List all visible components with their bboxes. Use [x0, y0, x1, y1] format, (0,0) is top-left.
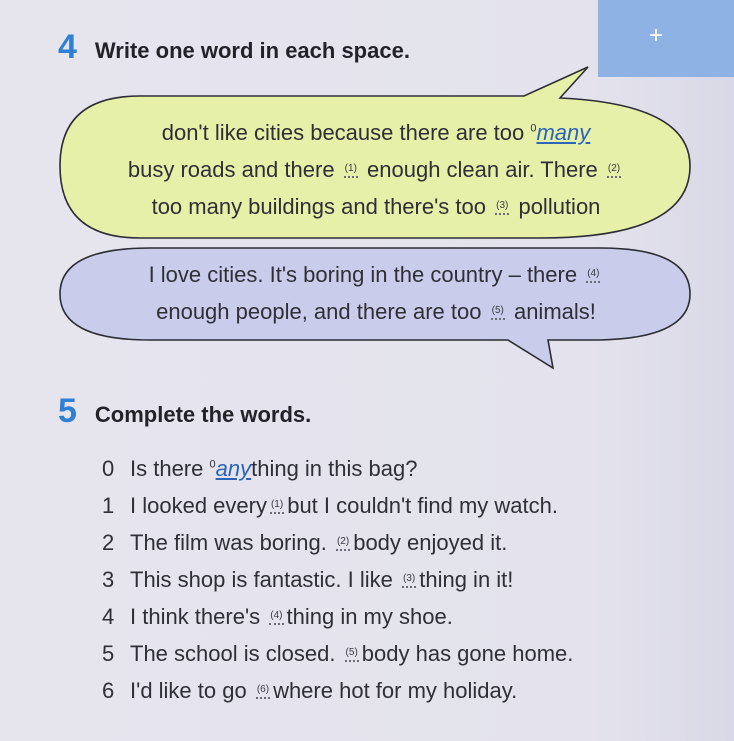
- answer-gap[interactable]: (1): [344, 164, 358, 178]
- answer-gap[interactable]: (1): [270, 500, 284, 514]
- speech-bubble-purple-text: [70, 256, 682, 330]
- exercise-5-list: [102, 450, 573, 709]
- list-item: 5 The school is closed. (5) body has gone home.: [102, 635, 573, 672]
- exercise-5-heading: [58, 392, 311, 431]
- list-item: 3 This shop is fantastic. I like (3) thing in it!: [102, 561, 573, 598]
- item-number: 2: [102, 530, 115, 555]
- list-item: 2 The film was boring. (2) body enjoyed it.: [102, 524, 573, 561]
- bubble-line: busy roads and there (1) enough clean air. There (2): [127, 157, 621, 182]
- item-number: 0: [102, 456, 115, 481]
- bubble-line: too many buildings and there's too (3) pollution: [151, 194, 601, 219]
- answer-gap[interactable]: (5): [345, 648, 359, 662]
- bubble-line: enough people, and there are too (5) animals!: [156, 299, 596, 324]
- item-number: 3: [102, 567, 115, 592]
- answer-gap[interactable]: (6): [256, 685, 270, 699]
- speech-bubble-green-text: [70, 114, 682, 225]
- exercise-number: 5: [58, 392, 77, 430]
- bubble-line: don't like cities because there are too $^0$many: [161, 120, 591, 145]
- item-number: 6: [102, 678, 115, 703]
- exercise-title: Write one word in each space.: [94, 38, 410, 63]
- answer-gap[interactable]: (5): [491, 306, 505, 320]
- item-number: 4: [102, 604, 115, 629]
- example-answer: any: [215, 456, 252, 481]
- answer-gap[interactable]: (4): [586, 269, 600, 283]
- list-item: 4 I think there's (4) thing in my shoe.: [102, 598, 573, 635]
- answer-gap[interactable]: (2): [336, 537, 350, 551]
- list-item: 6 I'd like to go (6) where hot for my holiday.: [102, 672, 573, 709]
- item-number: 1: [102, 493, 115, 518]
- answer-gap[interactable]: (2): [607, 164, 621, 178]
- example-marker: 0: [209, 458, 216, 471]
- answer-gap[interactable]: (4): [269, 611, 283, 625]
- list-item: 0 Is there $^0$anything in this bag?: [102, 450, 573, 487]
- example-marker: 0: [530, 122, 537, 135]
- plus-icon[interactable]: +: [648, 22, 663, 49]
- answer-gap[interactable]: (3): [495, 201, 509, 215]
- exercise-title: Complete the words.: [94, 402, 312, 427]
- exercise-number: 4: [58, 28, 77, 66]
- list-item: 1 I looked every (1) but I couldn't find my watch.: [102, 487, 573, 524]
- item-number: 5: [102, 641, 115, 666]
- example-answer: many: [536, 120, 591, 145]
- bubble-line: I love cities. It's boring in the country – there (4): [148, 262, 600, 287]
- answer-gap[interactable]: (3): [402, 574, 416, 588]
